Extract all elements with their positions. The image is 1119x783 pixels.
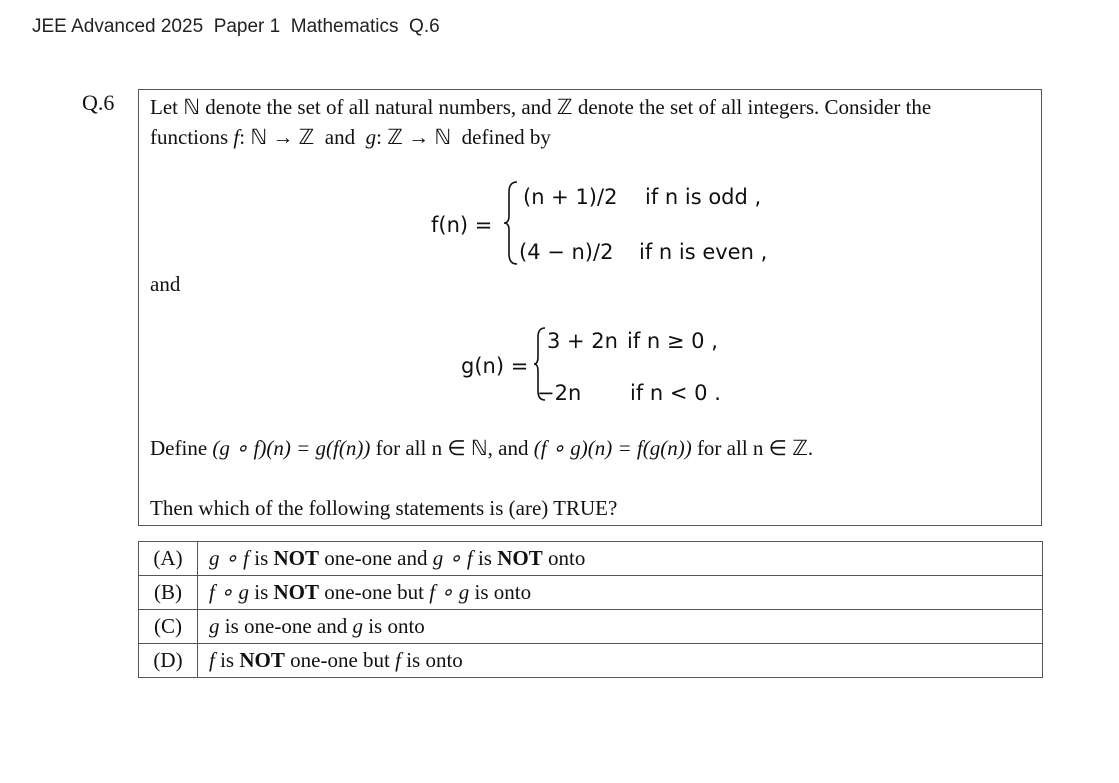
n-in-N: n ∈ ℕ, and xyxy=(431,436,529,460)
emphasis-not: NOT xyxy=(273,580,320,604)
g-mapping: : ℤ → ℕ xyxy=(376,125,452,149)
question-box xyxy=(138,89,1042,526)
defined-by-text: defined by xyxy=(461,125,551,149)
emphasis-not: NOT xyxy=(497,546,543,570)
option-fragment: is xyxy=(248,580,274,604)
for-all-1: for all xyxy=(375,436,427,460)
composition-line xyxy=(150,436,813,461)
option-row-a[interactable] xyxy=(139,542,1043,576)
g-case1-expr: 3 + 2n xyxy=(547,329,618,353)
question-prompt: Then which of the following statements is (are) TRUE? xyxy=(150,496,618,520)
option-fragment: one-one but xyxy=(319,580,430,604)
option-fragment: is onto xyxy=(469,580,532,604)
option-label: (D) xyxy=(139,644,198,678)
math-term: g xyxy=(352,614,363,638)
gof-definition: (g ∘ f)(n) = g(f(n)) xyxy=(212,436,371,460)
g-symbol: g xyxy=(365,125,377,149)
option-text xyxy=(198,542,1043,576)
math-term: f xyxy=(395,648,401,672)
f-mapping: : ℕ → ℤ xyxy=(239,125,315,149)
intro-functions-word: functions xyxy=(150,125,229,149)
option-fragment: one-one and xyxy=(319,546,433,570)
math-term: g xyxy=(209,614,220,638)
f-case1-expr: (n + 1)/2 xyxy=(523,185,618,209)
option-row-d[interactable] xyxy=(139,644,1043,678)
g-case1-cond: if n ≥ 0 , xyxy=(627,329,718,353)
math-term: f ∘ g xyxy=(429,580,470,604)
option-fragment: one-one but xyxy=(284,648,396,672)
g-case2-cond: if n < 0 . xyxy=(630,381,721,405)
page-header: JEE Advanced 2025 Paper 1 Mathematics Q.6 xyxy=(32,16,440,37)
options-table xyxy=(138,541,1043,678)
option-label: (C) xyxy=(139,610,198,644)
option-fragment: is onto xyxy=(362,614,425,638)
and-text: and xyxy=(150,272,181,296)
option-text xyxy=(198,610,1043,644)
option-fragment: is one-one and xyxy=(219,614,353,638)
g-def-lhs: g(n) = xyxy=(461,354,529,378)
define-word: Define xyxy=(150,436,208,460)
option-fragment: onto xyxy=(542,546,586,570)
f-case2-expr: (4 − n)/2 xyxy=(519,240,614,264)
math-term: f ∘ g xyxy=(209,580,249,604)
option-label: (B) xyxy=(139,576,198,610)
g-case2-expr: −2n xyxy=(537,381,582,405)
intro-line-2 xyxy=(150,125,551,150)
option-fragment: is xyxy=(472,546,498,570)
n-in-Z: n ∈ ℤ. xyxy=(752,436,814,460)
option-fragment: is xyxy=(248,546,274,570)
option-label: (A) xyxy=(139,542,198,576)
f-brace xyxy=(503,180,519,266)
f-case1-cond: if n is odd , xyxy=(645,185,762,209)
option-row-c[interactable] xyxy=(139,610,1043,644)
option-fragment: is xyxy=(214,648,240,672)
emphasis-not: NOT xyxy=(239,648,285,672)
math-term: g ∘ f xyxy=(432,546,473,570)
option-row-b[interactable] xyxy=(139,576,1043,610)
math-term: g ∘ f xyxy=(209,546,249,570)
fog-definition: (f ∘ g)(n) = f(g(n)) xyxy=(533,436,692,460)
option-text xyxy=(198,576,1043,610)
question-number: Q.6 xyxy=(82,90,115,115)
intro-and-word: and xyxy=(324,125,356,149)
math-term: f xyxy=(209,648,215,672)
f-def-lhs: f(n) = xyxy=(431,213,493,237)
intro-line-1: Let ℕ denote the set of all natural numbers, and ℤ denote the set of all integers. Consider the xyxy=(150,95,932,119)
f-case2-cond: if n is even , xyxy=(639,240,768,264)
f-symbol: f xyxy=(233,125,240,149)
for-all-2: for all xyxy=(696,436,748,460)
option-text xyxy=(198,644,1043,678)
emphasis-not: NOT xyxy=(273,546,320,570)
option-fragment: is onto xyxy=(400,648,463,672)
